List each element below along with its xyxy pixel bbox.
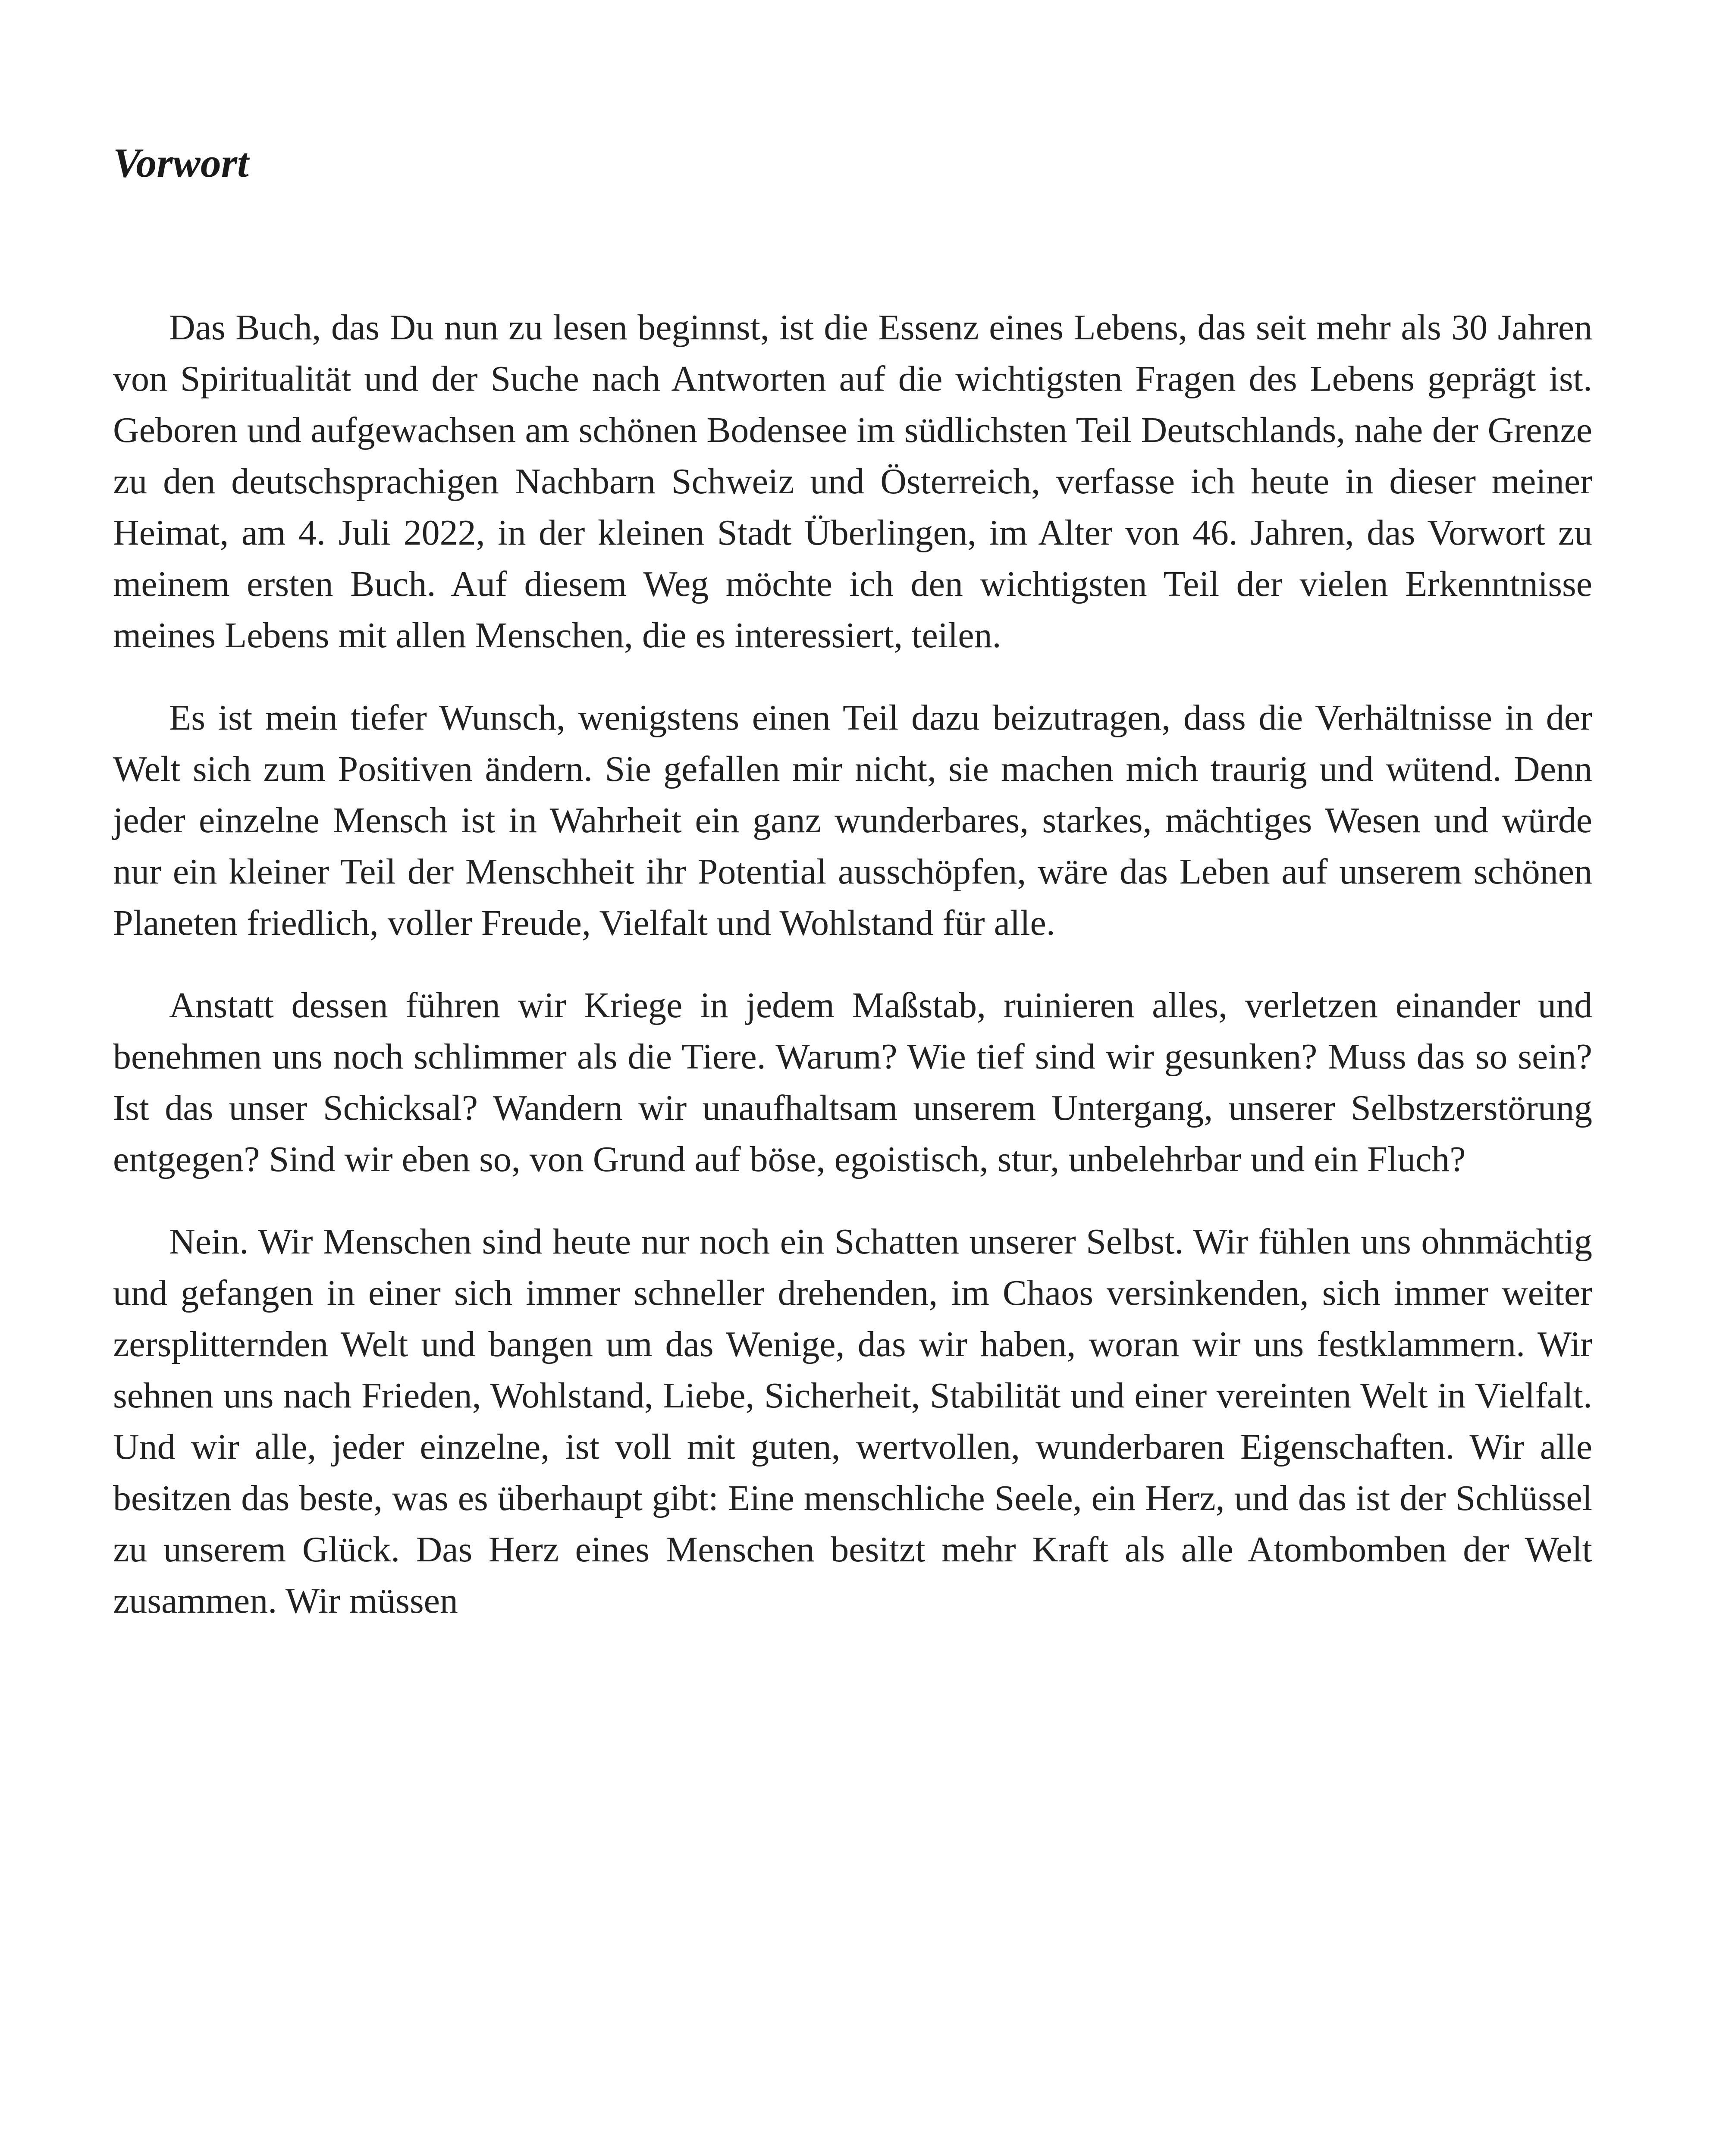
paragraph-2: Es ist mein tiefer Wunsch, wenigstens einen Teil dazu beizutragen, dass die Verhältnisse in der Welt sich zum Positiven ändern. Sie gefallen mir nicht, sie machen mich traurig und wütend. Denn jeder einzelne Mensch ist in Wahrheit ein ganz wunderbares, starkes, mächtiges Wesen und würde nur ein kleiner Teil der Menschheit ihr Potential ausschöpfen, wäre das Leben auf unserem schönen Planeten friedlich, voller Freude, Vielfalt und Wohlstand für alle. [113, 698, 1592, 943]
paragraph-1: Das Buch, das Du nun zu lesen beginnst, ist die Essenz eines Lebens, das seit mehr als 30 Jahren von Spiritualität und der Suche nach Antworten auf die wichtigsten Fragen des Lebens geprägt ist. Geboren und aufgewachsen am schönen Bodensee im südlichsten Teil Deutschlands, nahe der Grenze zu den deutschsprachigen Nachbarn Schweiz und Österreich, verfasse ich heute in dieser meiner Heimat, am 4. Juli 2022, in der kleinen Stadt Überlingen, im Alter von 46. Jahren, das Vorwort zu meinem ersten Buch. Auf diesem Weg möchte ich den wichtigsten Teil der vielen Erkenntnisse meines Lebens mit allen Menschen, die es interessiert, teilen. [113, 307, 1592, 655]
body-text [113, 302, 1592, 1626]
paragraph-3: Anstatt dessen führen wir Kriege in jedem Maßstab, ruinieren alles, verletzen einander und benehmen uns noch schlimmer als die Tiere. Warum? Wie tief sind wir gesunken? Muss das so sein? Ist das unser Schicksal? Wandern wir unaufhaltsam unserem Untergang, unserer Selbstzerstörung entgegen? Sind wir eben so, von Grund auf böse, egoistisch, stur, unbelehrbar und ein Fluch? [113, 985, 1592, 1179]
chapter-heading: Vorwort [113, 140, 249, 186]
paragraph-4: Nein. Wir Menschen sind heute nur noch ein Schatten unserer Selbst. Wir fühlen uns ohnmächtig und gefangen in einer sich immer schneller drehenden, im Chaos versinkenden, sich immer weiter zersplitternden Welt und bangen um das Wenige, das wir haben, woran wir uns festklammern. Wir sehnen uns nach Frieden, Wohlstand, Liebe, Sicherheit, Stabilität und einer vereinten Welt in Vielfalt. Und wir alle, jeder einzelne, ist voll mit guten, wertvollen, wunderbaren Eigenschaften. Wir alle besitzen das beste, was es überhaupt gibt: Eine menschliche Seele, ein Herz, und das ist der Schlüssel zu unserem Glück. Das Herz eines Menschen besitzt mehr Kraft als alle Atombomben der Welt zusammen. Wir müssen [113, 1222, 1592, 1621]
